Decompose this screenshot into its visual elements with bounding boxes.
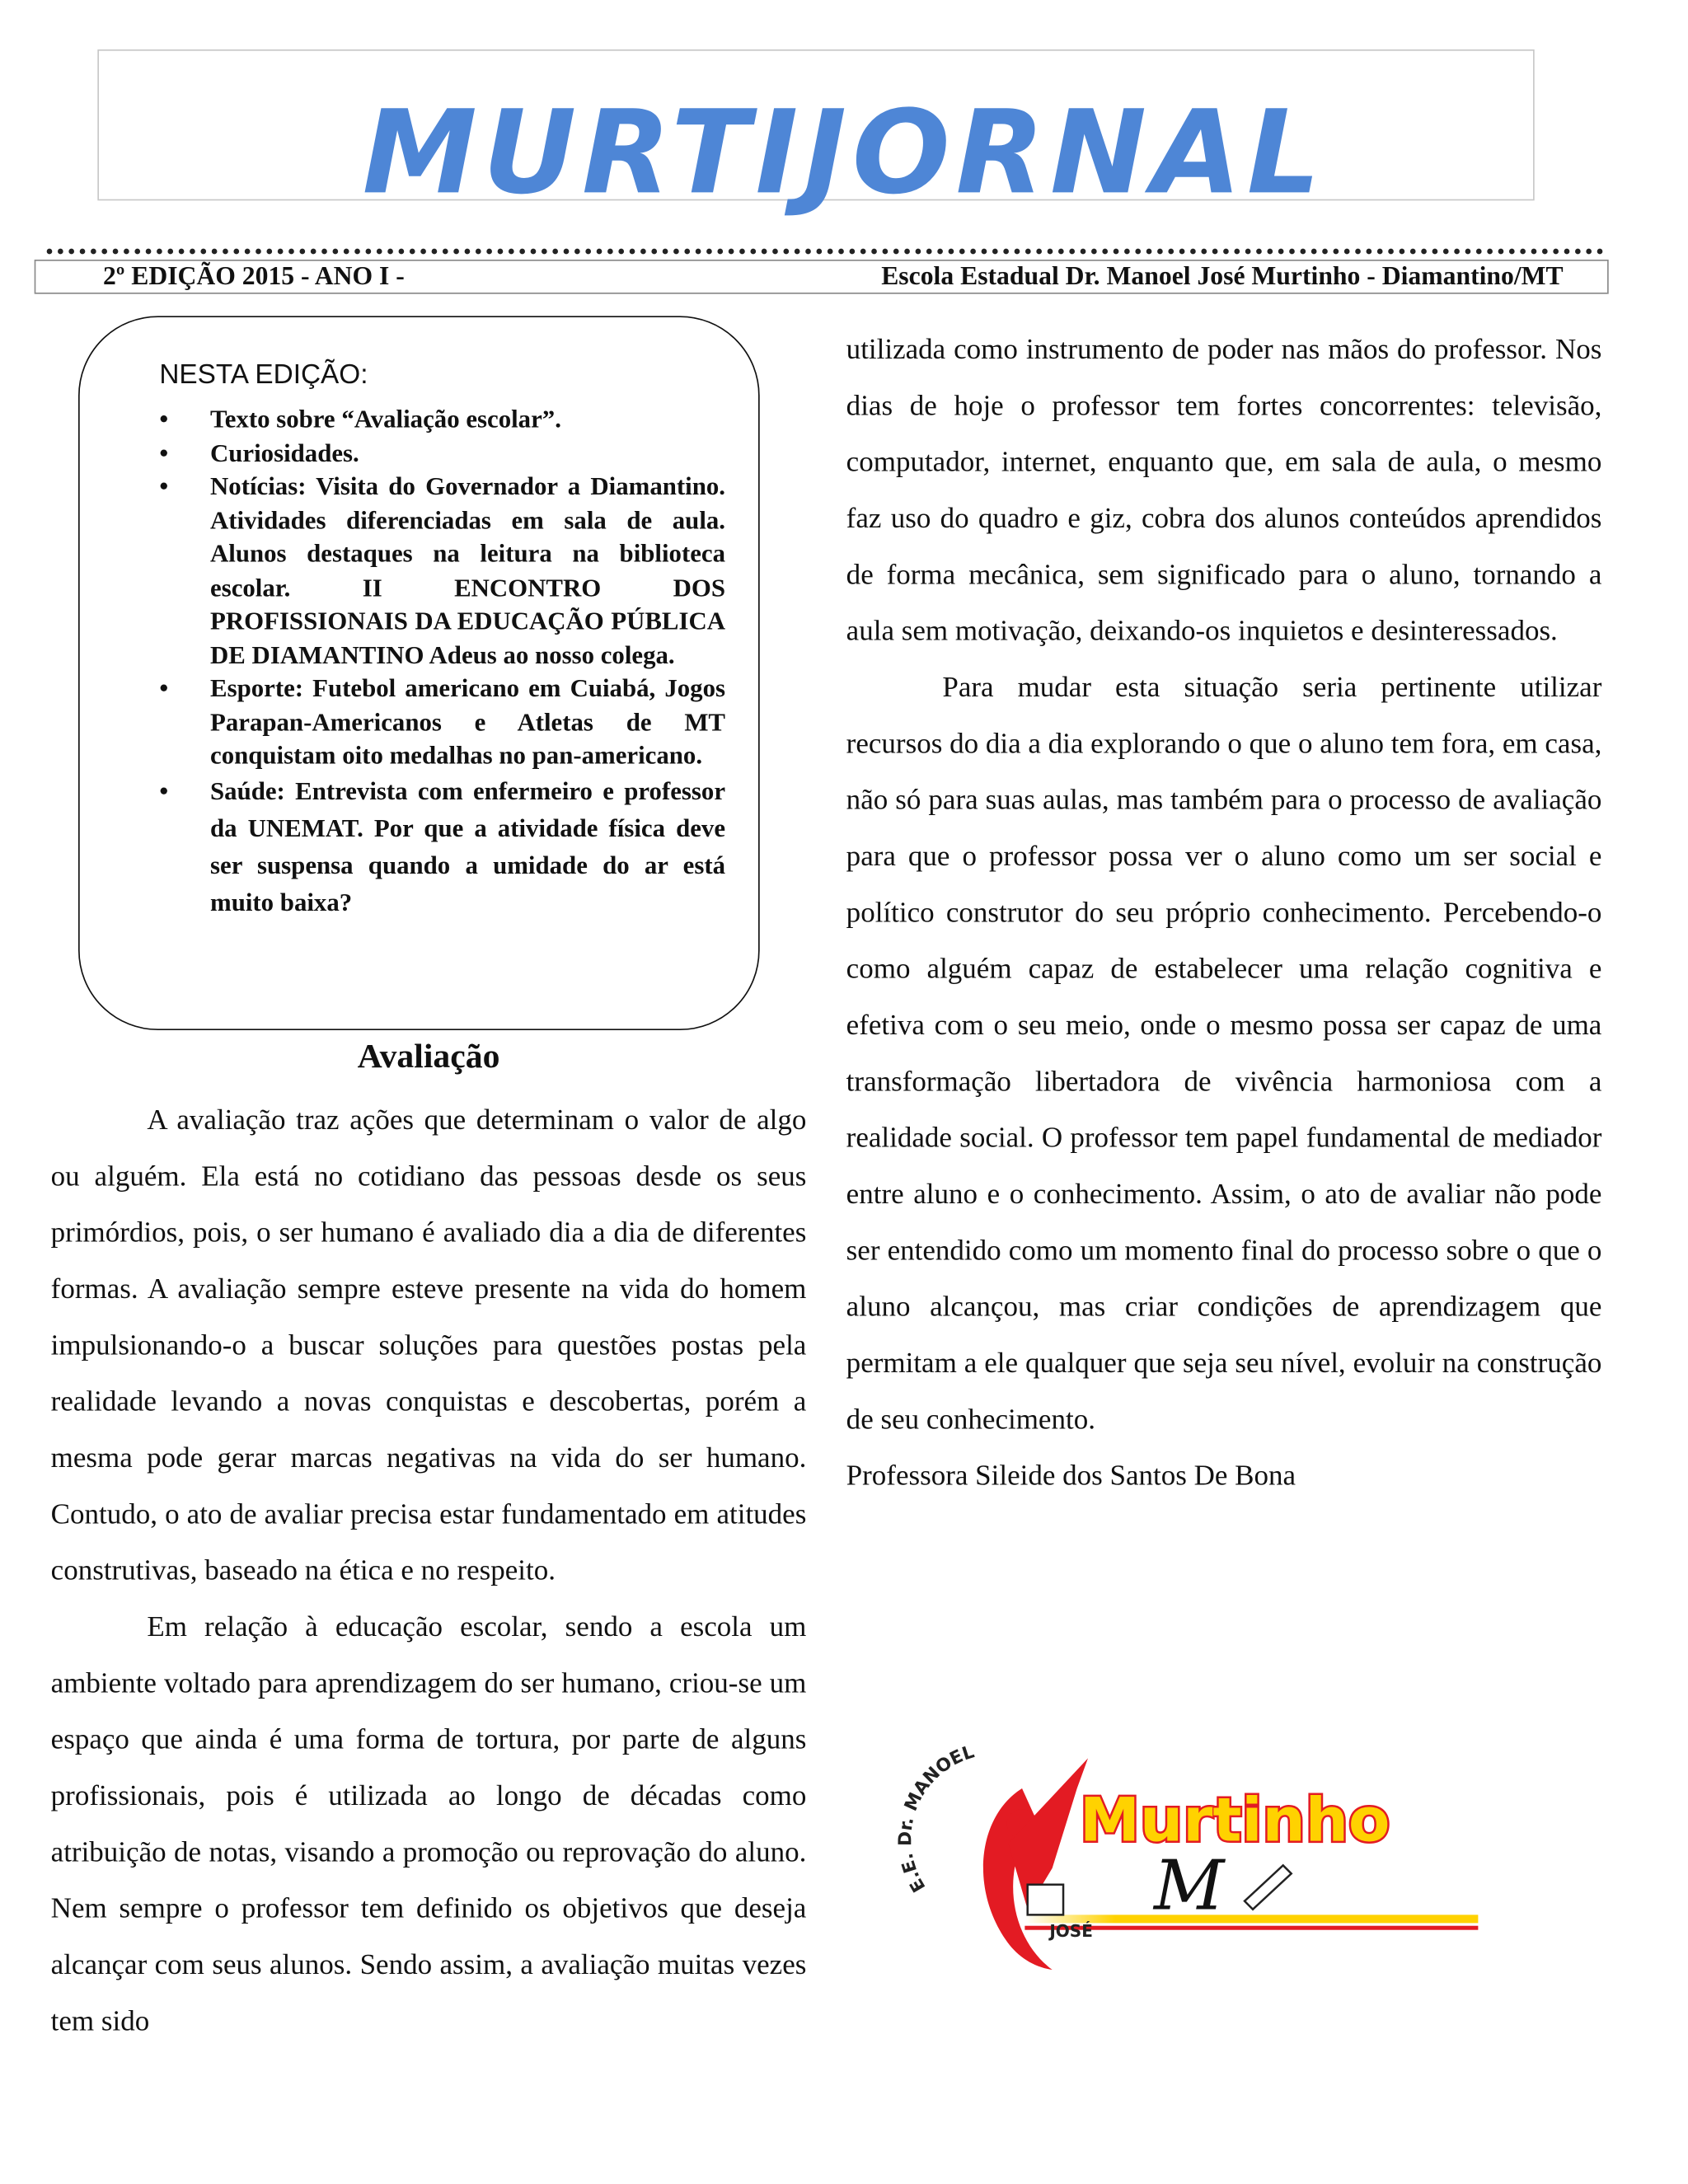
logo-arc-text: E.E. Dr. MANOEL (895, 1741, 978, 1896)
summary-heading: NESTA EDIÇÃO: (159, 359, 368, 391)
pen-icon (1245, 1865, 1292, 1909)
school-logo (846, 1733, 1492, 1980)
summary-item-text: Notícias: Visita do Governador a Diamantino. Atividades diferenciadas em sala de aula. Alunos destaques na leitura na biblioteca escolar. II ENCONTRO DOS PROFISSIONAIS DA EDUCAÇÃO PÚBLICA DE DIAMANTINO Adeus ao nosso colega. (210, 474, 726, 670)
masthead-title: MURTIJORNAL (362, 85, 1326, 220)
summary-list (159, 404, 725, 922)
bullet-icon: • (159, 474, 169, 502)
summary-item-text: Esporte: Futebol americano em Cuiabá, Jogos Parapan-Americanos e Atletas de MT conquistam oito medalhas no pan-americano. (210, 676, 726, 771)
article-paragraph: A avaliação traz ações que determinam o valor de algo ou alguém. Ela está no cotidiano das pessoas desde os seus primórdios, pois, o ser humano é avaliado dia a dia de diferentes formas. A avaliação sempre esteve presente na vida do homem impulsionando-o a buscar soluções para questões postas pela realidade levando a novas conquistas e descobertas, porém a mesma pode gerar marcas negativas na vida do ser humano. Contudo, o ato de avaliar precisa estar fundamentado em atitudes construtivas, baseado na ética e no respeito. (50, 1103, 807, 1587)
summary-item-text: Saúde: Entrevista com enfermeiro e professor da UNEMAT. Por que a atividade física deve ser suspensa quando a umidade do ar está muito baixa? (210, 778, 726, 917)
article-paragraph: Para mudar esta situação seria pertinente utilizar recursos do dia a dia explorando o que o aluno tem fora, em casa, não só para suas aulas, mas também para o processo de avaliação para que o professor possa ver o aluno como um ser social e político construtor do seu próprio conhecimento. Percebendo-o como alguém capaz de estabelecer uma relação cognitiva e efetiva com o seu meio, onde o mesmo possa ser capaz de uma transformação libertadora de vivência harmoniosa com a realidade social. O professor tem papel fundamental de mediador entre aluno e o conhecimento. Assim, o ato de avaliar não pode ser entendido como um momento final do processo sobre o que o aluno alcançou, mas criar condições de aprendizagem que permitam a ele qualquer que seja seu nível, evoluir na construção de seu conhecimento. (846, 670, 1602, 1436)
logo-sub-text: JOSÉ (1049, 1921, 1093, 1942)
article-paragraph: Em relação à educação escolar, sendo a escola um ambiente voltado para aprendizagem do ser humano, criou-se um espaço que ainda é uma forma de tortura, por parte de alguns profissionais, pois é utilizada ao longo de décadas como atribuição de notas, visando a promoção ou reprovação do aluno. Nem sempre o professor tem definido os objetivos que deseja alcançar com seus alunos. Sendo assim, a avaliação muitas vezes tem sido (50, 1610, 807, 2037)
article-paragraph: utilizada como instrumento de poder nas mãos do professor. Nos dias de hoje o professor tem fortes concorrentes: televisão, computador, internet, enquanto que, em sala de aula, o mesmo faz uso do quadro e giz, cobra dos alunos conteúdos aprendidos de forma mecânica, sem significado para o aluno, tornando a aula sem motivação, deixando-os inquietos e desinteressados. (846, 332, 1602, 648)
edition-bar (35, 260, 1609, 294)
bullet-icon: • (159, 406, 169, 434)
summary-item-text: Curiosidades. (210, 440, 359, 468)
summary-item (159, 673, 725, 775)
school-name: Escola Estadual Dr. Manoel José Murtinho - Diamantino/MT (881, 262, 1564, 292)
bullet-icon: • (159, 440, 169, 468)
dotted-divider (47, 249, 1605, 255)
summary-item (159, 774, 725, 922)
article-title: Avaliação (357, 1038, 500, 1076)
article-author: Professora Sileide dos Santos De Bona (846, 1459, 1296, 1493)
article-column-right (846, 321, 1602, 1504)
bullet-icon: • (159, 676, 169, 704)
logo-wordmark: Murtinho (1080, 1785, 1390, 1856)
summary-item-text: Texto sobre “Avaliação escolar”. (210, 406, 561, 434)
article-column-left (51, 1092, 807, 2050)
bullet-icon: • (159, 778, 169, 806)
summary-item (159, 471, 725, 673)
summary-item (159, 404, 725, 438)
edition-info: 2º EDIÇÃO 2015 - ANO I - (103, 262, 405, 292)
logo-monogram: M (1154, 1845, 1225, 1926)
logo-book-icon (1028, 1885, 1063, 1915)
summary-item (159, 438, 725, 471)
